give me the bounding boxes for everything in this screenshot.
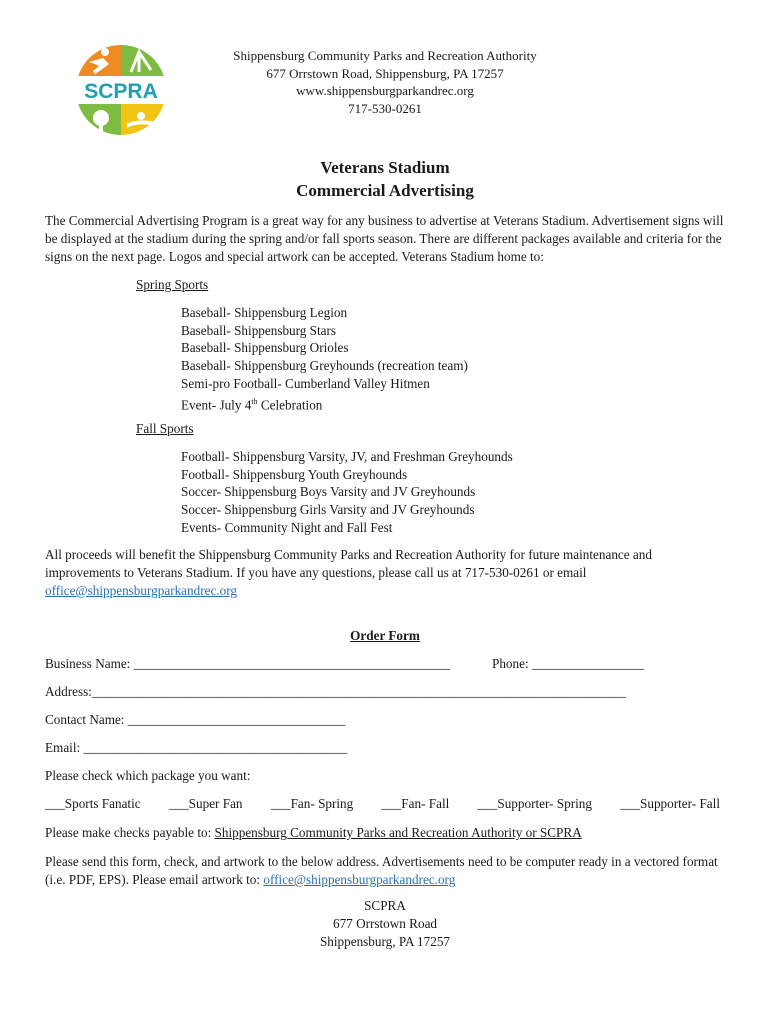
package-prompt: Please check which package you want: [45, 768, 251, 783]
package-super-fan[interactable]: ___Super Fan [168, 796, 243, 811]
page-title [0, 156, 770, 202]
org-address: 677 Orrstown Road, Shippensburg, PA 17257 [266, 65, 504, 81]
mailing-address [0, 897, 770, 951]
fall-sports-list [181, 448, 513, 537]
title-line-2: Commercial Advertising [296, 181, 474, 200]
scpra-logo [75, 40, 167, 140]
fall-sports-heading: Fall Sports [136, 421, 194, 436]
package-supporter-fall[interactable]: ___Supporter- Fall [620, 796, 720, 811]
office-email-link[interactable]: office@shippensburgparkandrec.org [45, 583, 237, 598]
list-item: Baseball- Shippensburg Orioles [181, 340, 349, 356]
package-fan-fall[interactable]: ___Fan- Fall [381, 796, 450, 811]
list-item: Events- Community Night and Fall Fest [181, 519, 393, 535]
order-form-title: Order Form [350, 628, 420, 643]
spring-sports-heading: Spring Sports [136, 277, 209, 292]
proceeds-paragraph: All proceeds will benefit the Shippensburg Community Parks and Recreation Authority for future maintenance and improvements to Veterans Stadium. If you have any questions, please call us at 717-530-0261 or email office@shippensburgparkandrec.org [45, 547, 652, 598]
send-instructions: Please send this form, check, and artwork to the below address. Advertisements need to be computer ready in a vectored format (i.e. PDF, EPS). Please email artwork to: office@shippensburgparkandrec.org [45, 854, 718, 887]
checks-payable-line: Please make checks payable to: Shippensburg Community Parks and Recreation Authority or SCPRA [45, 825, 582, 840]
list-item: Football- Shippensburg Varsity, JV, and Freshman Greyhounds [181, 449, 513, 464]
title-line-1: Veterans Stadium [320, 158, 450, 177]
org-phone: 717-530-0261 [348, 100, 422, 116]
email-field[interactable]: Email: ________________________________________ [45, 740, 348, 755]
package-options [45, 796, 720, 812]
list-item: Baseball- Shippensburg Legion [181, 305, 348, 320]
phone-field[interactable]: Phone: _________________ [492, 656, 645, 671]
contact-name-field[interactable]: Contact Name: _________________________________ [45, 712, 346, 727]
package-fan-spring[interactable]: ___Fan- Spring [270, 796, 354, 811]
address-field[interactable]: Address:_________________________________________________________________________________ [45, 684, 626, 699]
org-website: www.shippensburgparkandrec.org [296, 83, 474, 98]
checks-payee: Shippensburg Community Parks and Recreation Authority or SCPRA [214, 825, 582, 840]
list-item: Event- July 4th Celebration [181, 396, 323, 412]
header [180, 47, 590, 117]
logo-text: SCPRA [84, 80, 158, 103]
footer-city: Shippensburg, PA 17257 [319, 934, 451, 949]
list-item: Baseball- Shippensburg Stars [181, 322, 337, 338]
business-name-field[interactable]: Business Name: ________________________________________________ [45, 656, 451, 671]
org-name: Shippensburg Community Parks and Recreation Authority [233, 48, 537, 63]
list-item: Football- Shippensburg Youth Greyhounds [181, 466, 408, 482]
intro-paragraph: The Commercial Advertising Program is a great way for any business to advertise at Veterans Stadium. Advertisement signs will be displayed at the stadium during the spring and/or fall sports season. There are different packages available and criteria for the signs on the next page. Logos and special artwork can be accepted. Veterans Stadium home to: [45, 213, 724, 264]
artwork-email-link[interactable]: office@shippensburgparkandrec.org [263, 872, 456, 887]
list-item: Baseball- Shippensburg Greyhounds (recreation team) [181, 358, 468, 374]
footer-name: SCPRA [364, 898, 406, 913]
footer-street: 677 Orrstown Road [332, 916, 438, 931]
list-item: Soccer- Shippensburg Girls Varsity and JV Greyhounds [181, 502, 475, 518]
package-supporter-spring[interactable]: ___Supporter- Spring [477, 796, 592, 811]
spring-sports-list [181, 304, 468, 414]
package-sports-fanatic[interactable]: ___Sports Fanatic [45, 796, 141, 811]
list-item: Soccer- Shippensburg Boys Varsity and JV Greyhounds [181, 484, 476, 500]
list-item: Semi-pro Football- Cumberland Valley Hitmen [181, 375, 430, 391]
